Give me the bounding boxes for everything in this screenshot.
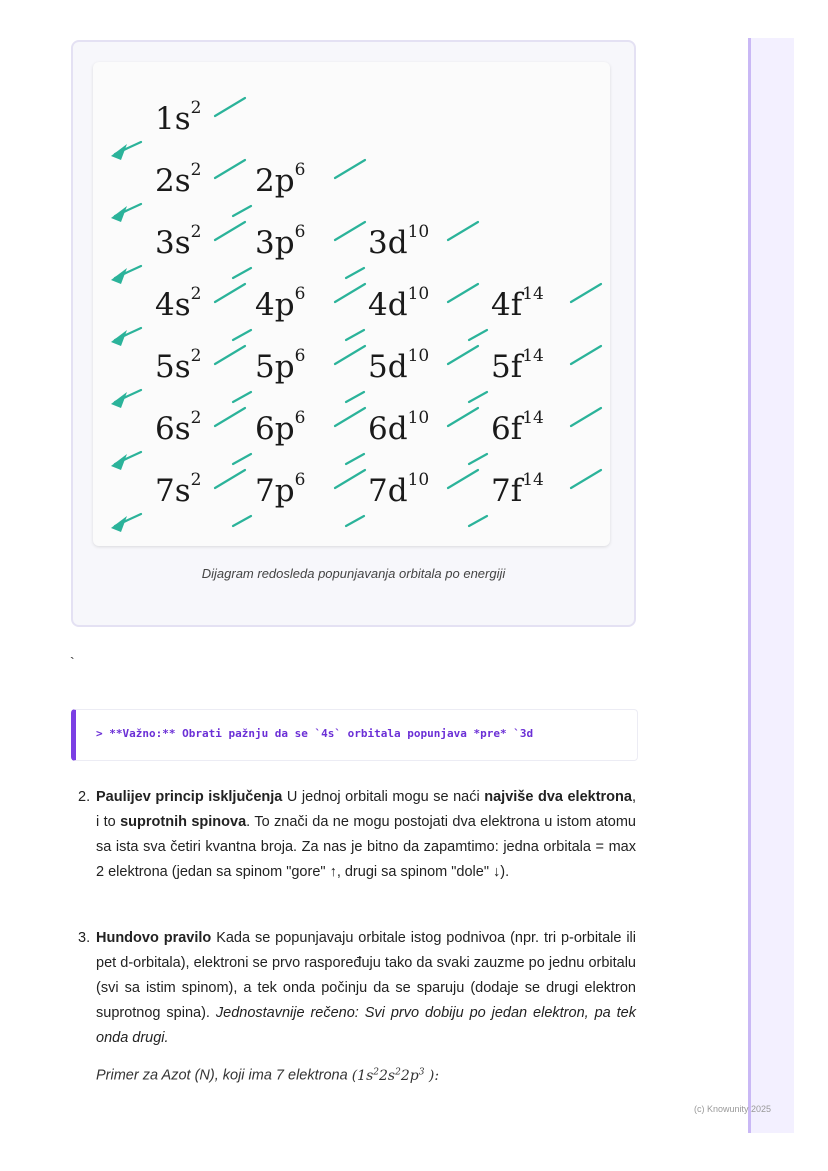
connector-line-4d bbox=[346, 330, 364, 340]
arrow-head-row-6 bbox=[111, 454, 127, 470]
orbital-5p: $5p^6$ bbox=[255, 346, 306, 385]
example-text: Primer za Azot (N), koji ima 7 elektrona bbox=[96, 1067, 348, 1084]
connector-line-5d bbox=[346, 392, 364, 402]
diagonal-line-7p bbox=[335, 470, 365, 488]
orbital-7p: $7p^6$ bbox=[255, 470, 306, 509]
list-body bbox=[96, 926, 636, 1051]
nitrogen-example bbox=[96, 1067, 439, 1084]
orbital-7f: $7f^{14}$ bbox=[491, 470, 544, 509]
list-number: 3. bbox=[78, 930, 91, 946]
diagonal-line-2p bbox=[335, 160, 365, 178]
rule-title: Paulijev princip isključenja bbox=[96, 789, 283, 805]
orbital-1s: $1s^2$ bbox=[155, 98, 202, 137]
diagonal-line-4f bbox=[571, 284, 601, 302]
text-segment: Kada se popunjavaju orbitale istog podnivoa (npr. tri p-orbitale ili pet d-orbitala), elektroni se prvo raspoređuju tako da svaki zauzme po jednu orbitalu (svi sa istim spinom), a tek onda počinju da se sparuju (dodaje se drugi elektron suprotnog spina). bbox=[96, 930, 636, 1021]
connector-line-6f bbox=[469, 454, 487, 464]
diagonal-line-5d bbox=[448, 346, 478, 364]
list-item-pauli bbox=[78, 785, 636, 885]
connector-line-4f bbox=[469, 330, 487, 340]
orbital-diagram bbox=[93, 62, 610, 546]
connector-line-4p bbox=[233, 330, 251, 340]
orbital-5s: $5s^2$ bbox=[155, 346, 202, 385]
diagonal-line-6f bbox=[571, 408, 601, 426]
diagonal-line-4p bbox=[335, 284, 365, 302]
diagonal-line-2s bbox=[215, 160, 245, 178]
orbital-4f: $4f^{14}$ bbox=[491, 284, 544, 323]
diagonal-line-5f bbox=[571, 346, 601, 364]
rule-title: Hundovo pravilo bbox=[96, 930, 212, 946]
orbital-3p: $3p^6$ bbox=[255, 222, 306, 261]
orbital-6d: $6d^{10}$ bbox=[368, 408, 430, 447]
arrow-head-row-1 bbox=[111, 144, 127, 160]
connector-line-7d bbox=[346, 516, 364, 526]
orbital-5d: $5d^{10}$ bbox=[368, 346, 430, 385]
list-number: 2. bbox=[78, 789, 91, 805]
orbital-4d: $4d^{10}$ bbox=[368, 284, 430, 323]
diagonal-line-6s bbox=[215, 408, 245, 426]
bold-segment: suprotnih spinova bbox=[120, 814, 247, 830]
arrow-head-row-5 bbox=[111, 392, 127, 408]
orbital-2p: $2p^6$ bbox=[255, 160, 306, 199]
orbital-6p: $6p^6$ bbox=[255, 408, 306, 447]
right-margin-bar bbox=[748, 38, 794, 1133]
text-segment: U jednoj orbitali mogu se naći bbox=[282, 789, 485, 805]
diagonal-line-4d bbox=[448, 284, 478, 302]
connector-line-2p bbox=[233, 206, 251, 216]
connector-line-7p bbox=[233, 516, 251, 526]
diagonal-line-1s bbox=[215, 98, 245, 116]
diagonal-line-7f bbox=[571, 470, 601, 488]
orbital-2s: $2s^2$ bbox=[155, 160, 202, 199]
text-segment: . To znači da ne mogu postojati dva elektrona u istom atomu sa ista sva četiri kvantna broja. Za nas je bitno da zapamtimo: jedna orbitala = max 2 elektrona (jedan sa spinom "gore" ↑, drugi sa spinom "dole" ↓). bbox=[96, 814, 636, 880]
orbital-6f: $6f^{14}$ bbox=[491, 408, 544, 447]
arrow-head-row-4 bbox=[111, 330, 127, 346]
list-item-hund bbox=[78, 926, 636, 1051]
arrow-head-row-7 bbox=[111, 516, 127, 532]
connector-line-3d bbox=[346, 268, 364, 278]
arrow-head-row-3 bbox=[111, 268, 127, 284]
orbital-4p: $4p^6$ bbox=[255, 284, 306, 323]
arrow-head-row-2 bbox=[111, 206, 127, 222]
orbital-7s: $7s^2$ bbox=[155, 470, 202, 509]
note-text: > **Važno:** Obrati pažnju da se `4s` orbitala popunjava *pre* `3d bbox=[96, 727, 534, 740]
connector-line-6d bbox=[346, 454, 364, 464]
stray-backtick: ` bbox=[70, 654, 75, 670]
orbital-3d: $3d^{10}$ bbox=[368, 222, 430, 261]
diagonal-line-3s bbox=[215, 222, 245, 240]
italic-segment: Jednostavnije rečeno: Svi prvo dobiju po jedan elektron, pa tek onda drugi. bbox=[96, 1005, 636, 1046]
text-segment: , i to bbox=[96, 789, 636, 830]
diagonal-line-7d bbox=[448, 470, 478, 488]
diagonal-line-4s bbox=[215, 284, 245, 302]
orbital-6s: $6s^2$ bbox=[155, 408, 202, 447]
list-body bbox=[96, 785, 636, 885]
orbital-5f: $5f^{14}$ bbox=[491, 346, 544, 385]
orbital-7d: $7d^{10}$ bbox=[368, 470, 430, 509]
connector-line-5f bbox=[469, 392, 487, 402]
figure-caption: Dijagram redosleda popunjavanja orbitala po energiji bbox=[201, 566, 506, 581]
diagonal-line-6d bbox=[448, 408, 478, 426]
electron-configuration: ($1s^22s^22p^3$ ): bbox=[351, 1067, 440, 1084]
diagonal-line-5s bbox=[215, 346, 245, 364]
connector-line-6p bbox=[233, 454, 251, 464]
diagonal-line-6p bbox=[335, 408, 365, 426]
orbital-3s: $3s^2$ bbox=[155, 222, 202, 261]
connector-line-5p bbox=[233, 392, 251, 402]
copyright-footer: (c) Knowunity 2025 bbox=[694, 1104, 772, 1114]
connector-line-7f bbox=[469, 516, 487, 526]
diagonal-line-7s bbox=[215, 470, 245, 488]
bold-segment: najviše dva elektrona bbox=[484, 789, 632, 805]
diagonal-line-3d bbox=[448, 222, 478, 240]
connector-line-3p bbox=[233, 268, 251, 278]
diagonal-line-5p bbox=[335, 346, 365, 364]
important-note bbox=[71, 709, 638, 761]
diagonal-line-3p bbox=[335, 222, 365, 240]
orbital-4s: $4s^2$ bbox=[155, 284, 202, 323]
